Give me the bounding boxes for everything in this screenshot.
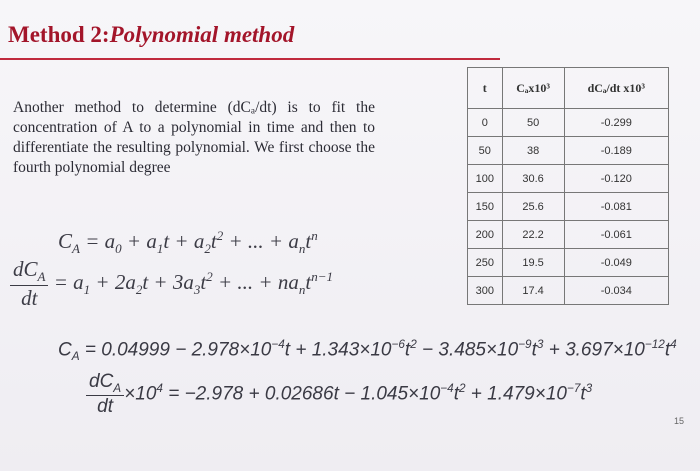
polynomial-equation: $C_A = a_0 + a_1t + a_2t^2$ + ... + $a_nt^n$ xyxy=(58,228,318,257)
cell-dcadt: -0.049 xyxy=(564,249,668,277)
table-row xyxy=(468,109,669,137)
slide-title xyxy=(8,22,294,48)
cell-t: 100 xyxy=(468,165,503,193)
data-table xyxy=(467,67,669,305)
header-dcadt: dCₐ/dt x10³ xyxy=(564,68,668,109)
cell-ca: 50 xyxy=(502,109,564,137)
cell-dcadt: -0.189 xyxy=(564,137,668,165)
cell-t: 0 xyxy=(468,109,503,137)
intro-paragraph: Another method to determine (dCₐ/dt) is to fit the concentration of A to a polynomial in time and then to differentiate the resulting polynomial. We first choose the fourth polynomial degree xyxy=(13,99,375,176)
cell-ca: 22.2 xyxy=(502,221,564,249)
cell-t: 300 xyxy=(468,277,503,305)
table-row xyxy=(468,221,669,249)
fitted-polynomial-equation: $C_A = 0.04999 - 2.978\times 10^{-4}t + 1.343\times 10^{-6}t^2 - 3.485\times 10^{-9}t^3 + 3.697\times 10^{-12}t^4$ xyxy=(58,338,677,364)
cell-ca: 25.6 xyxy=(502,193,564,221)
table-row xyxy=(468,137,669,165)
title-italic: Polynomial method xyxy=(109,22,295,47)
header-ca: Cₐx10³ xyxy=(502,68,564,109)
cell-t: 250 xyxy=(468,249,503,277)
cell-ca: 17.4 xyxy=(502,277,564,305)
table-row xyxy=(468,277,669,305)
cell-dcadt: -0.120 xyxy=(564,165,668,193)
cell-dcadt: -0.061 xyxy=(564,221,668,249)
cell-dcadt: -0.299 xyxy=(564,109,668,137)
cell-dcadt: -0.034 xyxy=(564,277,668,305)
cell-dcadt: -0.081 xyxy=(564,193,668,221)
derivative-equation: $\frac{dC_A}{dt}$ = $a_1 + 2a_2t + 3a_3t^2$ + ... + $na_nt^{n-1}$ xyxy=(10,257,333,311)
title-underline xyxy=(0,58,500,60)
cell-t: 200 xyxy=(468,221,503,249)
cell-ca: 38 xyxy=(502,137,564,165)
table-row xyxy=(468,193,669,221)
page-number: 15 xyxy=(674,416,685,426)
fitted-derivative-equation: $\frac{dC_A}{dt}$ $\times 10^4 = -2.978 + 0.02686t - 1.045\times 10^{-4}t^2 + 1.479\times 10^{-7}t^3$ xyxy=(86,371,592,418)
header-t: t xyxy=(468,68,503,109)
cell-t: 50 xyxy=(468,137,503,165)
title-bold: Method 2: xyxy=(8,22,110,47)
table-row xyxy=(468,165,669,193)
cell-ca: 30.6 xyxy=(502,165,564,193)
cell-t: 150 xyxy=(468,193,503,221)
table-row xyxy=(468,249,669,277)
table-header-row xyxy=(468,68,669,109)
cell-ca: 19.5 xyxy=(502,249,564,277)
